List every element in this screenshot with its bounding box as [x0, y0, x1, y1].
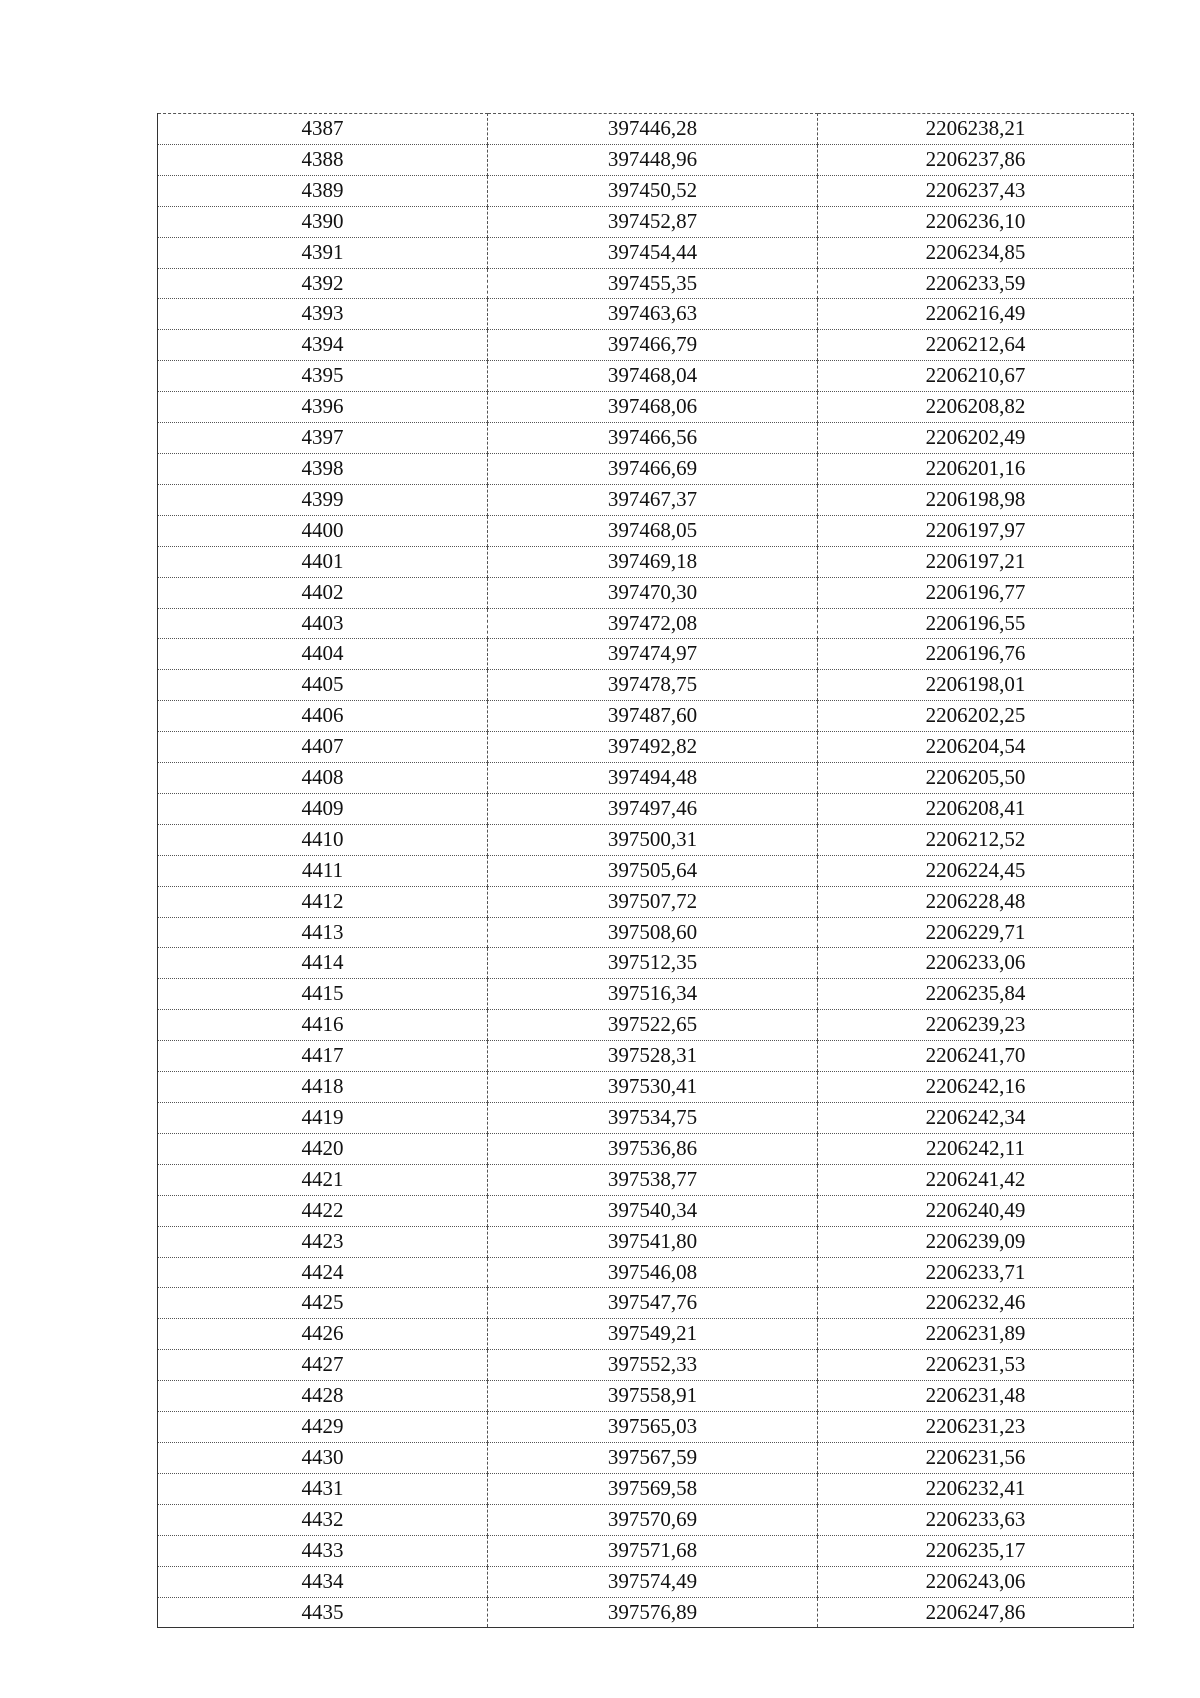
table-row — [158, 1412, 1134, 1443]
x-coordinate-cell: 397552,33 — [488, 1350, 818, 1381]
x-coordinate-cell: 397452,87 — [488, 206, 818, 237]
y-coordinate-cell: 2206233,59 — [818, 268, 1134, 299]
point-number-cell: 4401 — [158, 546, 488, 577]
table-row — [158, 1072, 1134, 1103]
point-number-cell: 4417 — [158, 1041, 488, 1072]
x-coordinate-cell: 397474,97 — [488, 639, 818, 670]
y-coordinate-cell: 2206242,11 — [818, 1133, 1134, 1164]
point-number-cell: 4396 — [158, 392, 488, 423]
y-coordinate-cell: 2206242,34 — [818, 1103, 1134, 1134]
point-number-cell: 4420 — [158, 1133, 488, 1164]
x-coordinate-cell: 397567,59 — [488, 1442, 818, 1473]
y-coordinate-cell: 2206228,48 — [818, 886, 1134, 917]
point-number-cell: 4387 — [158, 114, 488, 145]
point-number-cell: 4428 — [158, 1381, 488, 1412]
y-coordinate-cell: 2206233,06 — [818, 948, 1134, 979]
y-coordinate-cell: 2206235,84 — [818, 979, 1134, 1010]
x-coordinate-cell: 397497,46 — [488, 793, 818, 824]
y-coordinate-cell: 2206239,23 — [818, 1010, 1134, 1041]
coordinates-table-body — [158, 114, 1134, 1628]
x-coordinate-cell: 397541,80 — [488, 1226, 818, 1257]
table-row — [158, 793, 1134, 824]
y-coordinate-cell: 2206229,71 — [818, 917, 1134, 948]
table-row — [158, 1535, 1134, 1566]
y-coordinate-cell: 2206201,16 — [818, 453, 1134, 484]
table-row — [158, 1195, 1134, 1226]
y-coordinate-cell: 2206232,46 — [818, 1288, 1134, 1319]
point-number-cell: 4433 — [158, 1535, 488, 1566]
table-row — [158, 144, 1134, 175]
y-coordinate-cell: 2206247,86 — [818, 1597, 1134, 1628]
point-number-cell: 4419 — [158, 1103, 488, 1134]
y-coordinate-cell: 2206243,06 — [818, 1566, 1134, 1597]
x-coordinate-cell: 397507,72 — [488, 886, 818, 917]
table-row — [158, 1041, 1134, 1072]
x-coordinate-cell: 397468,04 — [488, 361, 818, 392]
y-coordinate-cell: 2206196,76 — [818, 639, 1134, 670]
x-coordinate-cell: 397487,60 — [488, 701, 818, 732]
y-coordinate-cell: 2206231,48 — [818, 1381, 1134, 1412]
y-coordinate-cell: 2206208,82 — [818, 392, 1134, 423]
y-coordinate-cell: 2206233,63 — [818, 1504, 1134, 1535]
y-coordinate-cell: 2206233,71 — [818, 1257, 1134, 1288]
x-coordinate-cell: 397558,91 — [488, 1381, 818, 1412]
point-number-cell: 4393 — [158, 299, 488, 330]
point-number-cell: 4421 — [158, 1164, 488, 1195]
table-row — [158, 577, 1134, 608]
y-coordinate-cell: 2206231,53 — [818, 1350, 1134, 1381]
y-coordinate-cell: 2206196,55 — [818, 608, 1134, 639]
table-row — [158, 453, 1134, 484]
y-coordinate-cell: 2206232,41 — [818, 1473, 1134, 1504]
y-coordinate-cell: 2206205,50 — [818, 763, 1134, 794]
point-number-cell: 4431 — [158, 1473, 488, 1504]
table-row — [158, 639, 1134, 670]
point-number-cell: 4399 — [158, 484, 488, 515]
x-coordinate-cell: 397472,08 — [488, 608, 818, 639]
table-row — [158, 299, 1134, 330]
x-coordinate-cell: 397448,96 — [488, 144, 818, 175]
point-number-cell: 4422 — [158, 1195, 488, 1226]
y-coordinate-cell: 2206234,85 — [818, 237, 1134, 268]
table-row — [158, 175, 1134, 206]
x-coordinate-cell: 397466,69 — [488, 453, 818, 484]
point-number-cell: 4410 — [158, 824, 488, 855]
x-coordinate-cell: 397508,60 — [488, 917, 818, 948]
table-row — [158, 114, 1134, 145]
table-row — [158, 1597, 1134, 1628]
table-row — [158, 948, 1134, 979]
x-coordinate-cell: 397505,64 — [488, 855, 818, 886]
table-row — [158, 1442, 1134, 1473]
x-coordinate-cell: 397450,52 — [488, 175, 818, 206]
x-coordinate-cell: 397540,34 — [488, 1195, 818, 1226]
y-coordinate-cell: 2206212,64 — [818, 330, 1134, 361]
y-coordinate-cell: 2206242,16 — [818, 1072, 1134, 1103]
point-number-cell: 4395 — [158, 361, 488, 392]
table-row — [158, 732, 1134, 763]
x-coordinate-cell: 397463,63 — [488, 299, 818, 330]
table-row — [158, 1381, 1134, 1412]
table-row — [158, 1350, 1134, 1381]
y-coordinate-cell: 2206197,97 — [818, 515, 1134, 546]
y-coordinate-cell: 2206241,70 — [818, 1041, 1134, 1072]
point-number-cell: 4429 — [158, 1412, 488, 1443]
table-row — [158, 824, 1134, 855]
x-coordinate-cell: 397446,28 — [488, 114, 818, 145]
point-number-cell: 4426 — [158, 1319, 488, 1350]
x-coordinate-cell: 397455,35 — [488, 268, 818, 299]
point-number-cell: 4405 — [158, 670, 488, 701]
x-coordinate-cell: 397466,79 — [488, 330, 818, 361]
point-number-cell: 4409 — [158, 793, 488, 824]
x-coordinate-cell: 397512,35 — [488, 948, 818, 979]
table-row — [158, 206, 1134, 237]
point-number-cell: 4434 — [158, 1566, 488, 1597]
y-coordinate-cell: 2206202,25 — [818, 701, 1134, 732]
point-number-cell: 4403 — [158, 608, 488, 639]
table-row — [158, 1504, 1134, 1535]
x-coordinate-cell: 397549,21 — [488, 1319, 818, 1350]
x-coordinate-cell: 397500,31 — [488, 824, 818, 855]
point-number-cell: 4423 — [158, 1226, 488, 1257]
y-coordinate-cell: 2206210,67 — [818, 361, 1134, 392]
point-number-cell: 4427 — [158, 1350, 488, 1381]
x-coordinate-cell: 397466,56 — [488, 423, 818, 454]
y-coordinate-cell: 2206240,49 — [818, 1195, 1134, 1226]
y-coordinate-cell: 2206231,23 — [818, 1412, 1134, 1443]
y-coordinate-cell: 2206202,49 — [818, 423, 1134, 454]
x-coordinate-cell: 397536,86 — [488, 1133, 818, 1164]
x-coordinate-cell: 397569,58 — [488, 1473, 818, 1504]
point-number-cell: 4435 — [158, 1597, 488, 1628]
table-row — [158, 1164, 1134, 1195]
point-number-cell: 4389 — [158, 175, 488, 206]
y-coordinate-cell: 2206239,09 — [818, 1226, 1134, 1257]
point-number-cell: 4398 — [158, 453, 488, 484]
x-coordinate-cell: 397546,08 — [488, 1257, 818, 1288]
y-coordinate-cell: 2206212,52 — [818, 824, 1134, 855]
y-coordinate-cell: 2206238,21 — [818, 114, 1134, 145]
table-row — [158, 1226, 1134, 1257]
y-coordinate-cell: 2206236,10 — [818, 206, 1134, 237]
x-coordinate-cell: 397468,05 — [488, 515, 818, 546]
x-coordinate-cell: 397478,75 — [488, 670, 818, 701]
x-coordinate-cell: 397530,41 — [488, 1072, 818, 1103]
x-coordinate-cell: 397528,31 — [488, 1041, 818, 1072]
x-coordinate-cell: 397571,68 — [488, 1535, 818, 1566]
x-coordinate-cell: 397576,89 — [488, 1597, 818, 1628]
y-coordinate-cell: 2206216,49 — [818, 299, 1134, 330]
table-row — [158, 979, 1134, 1010]
x-coordinate-cell: 397570,69 — [488, 1504, 818, 1535]
table-row — [158, 886, 1134, 917]
x-coordinate-cell: 397534,75 — [488, 1103, 818, 1134]
table-row — [158, 546, 1134, 577]
point-number-cell: 4402 — [158, 577, 488, 608]
table-row — [158, 763, 1134, 794]
y-coordinate-cell: 2206237,43 — [818, 175, 1134, 206]
point-number-cell: 4390 — [158, 206, 488, 237]
table-row — [158, 423, 1134, 454]
point-number-cell: 4424 — [158, 1257, 488, 1288]
point-number-cell: 4430 — [158, 1442, 488, 1473]
point-number-cell: 4415 — [158, 979, 488, 1010]
x-coordinate-cell: 397574,49 — [488, 1566, 818, 1597]
point-number-cell: 4391 — [158, 237, 488, 268]
table-row — [158, 361, 1134, 392]
point-number-cell: 4414 — [158, 948, 488, 979]
x-coordinate-cell: 397454,44 — [488, 237, 818, 268]
point-number-cell: 4408 — [158, 763, 488, 794]
y-coordinate-cell: 2206208,41 — [818, 793, 1134, 824]
table-row — [158, 701, 1134, 732]
table-row — [158, 268, 1134, 299]
point-number-cell: 4400 — [158, 515, 488, 546]
y-coordinate-cell: 2206204,54 — [818, 732, 1134, 763]
y-coordinate-cell: 2206224,45 — [818, 855, 1134, 886]
coordinates-table — [157, 113, 1134, 1628]
table-row — [158, 917, 1134, 948]
y-coordinate-cell: 2206231,89 — [818, 1319, 1134, 1350]
table-row — [158, 670, 1134, 701]
x-coordinate-cell: 397547,76 — [488, 1288, 818, 1319]
x-coordinate-cell: 397522,65 — [488, 1010, 818, 1041]
table-row — [158, 1133, 1134, 1164]
y-coordinate-cell: 2206237,86 — [818, 144, 1134, 175]
x-coordinate-cell: 397468,06 — [488, 392, 818, 423]
y-coordinate-cell: 2206196,77 — [818, 577, 1134, 608]
table-row — [158, 237, 1134, 268]
table-row — [158, 392, 1134, 423]
table-row — [158, 1319, 1134, 1350]
x-coordinate-cell: 397467,37 — [488, 484, 818, 515]
table-row — [158, 1288, 1134, 1319]
point-number-cell: 4406 — [158, 701, 488, 732]
point-number-cell: 4425 — [158, 1288, 488, 1319]
table-row — [158, 1566, 1134, 1597]
point-number-cell: 4418 — [158, 1072, 488, 1103]
point-number-cell: 4407 — [158, 732, 488, 763]
point-number-cell: 4397 — [158, 423, 488, 454]
y-coordinate-cell: 2206198,01 — [818, 670, 1134, 701]
point-number-cell: 4416 — [158, 1010, 488, 1041]
table-row — [158, 515, 1134, 546]
x-coordinate-cell: 397470,30 — [488, 577, 818, 608]
point-number-cell: 4392 — [158, 268, 488, 299]
x-coordinate-cell: 397494,48 — [488, 763, 818, 794]
table-row — [158, 330, 1134, 361]
table-row — [158, 608, 1134, 639]
point-number-cell: 4432 — [158, 1504, 488, 1535]
y-coordinate-cell: 2206231,56 — [818, 1442, 1134, 1473]
point-number-cell: 4404 — [158, 639, 488, 670]
y-coordinate-cell: 2206198,98 — [818, 484, 1134, 515]
x-coordinate-cell: 397469,18 — [488, 546, 818, 577]
point-number-cell: 4394 — [158, 330, 488, 361]
x-coordinate-cell: 397492,82 — [488, 732, 818, 763]
table-row — [158, 1103, 1134, 1134]
point-number-cell: 4411 — [158, 855, 488, 886]
point-number-cell: 4413 — [158, 917, 488, 948]
x-coordinate-cell: 397516,34 — [488, 979, 818, 1010]
x-coordinate-cell: 397538,77 — [488, 1164, 818, 1195]
table-row — [158, 1473, 1134, 1504]
y-coordinate-cell: 2206241,42 — [818, 1164, 1134, 1195]
y-coordinate-cell: 2206235,17 — [818, 1535, 1134, 1566]
table-row — [158, 484, 1134, 515]
point-number-cell: 4388 — [158, 144, 488, 175]
x-coordinate-cell: 397565,03 — [488, 1412, 818, 1443]
table-row — [158, 1257, 1134, 1288]
point-number-cell: 4412 — [158, 886, 488, 917]
y-coordinate-cell: 2206197,21 — [818, 546, 1134, 577]
table-row — [158, 1010, 1134, 1041]
table-row — [158, 855, 1134, 886]
